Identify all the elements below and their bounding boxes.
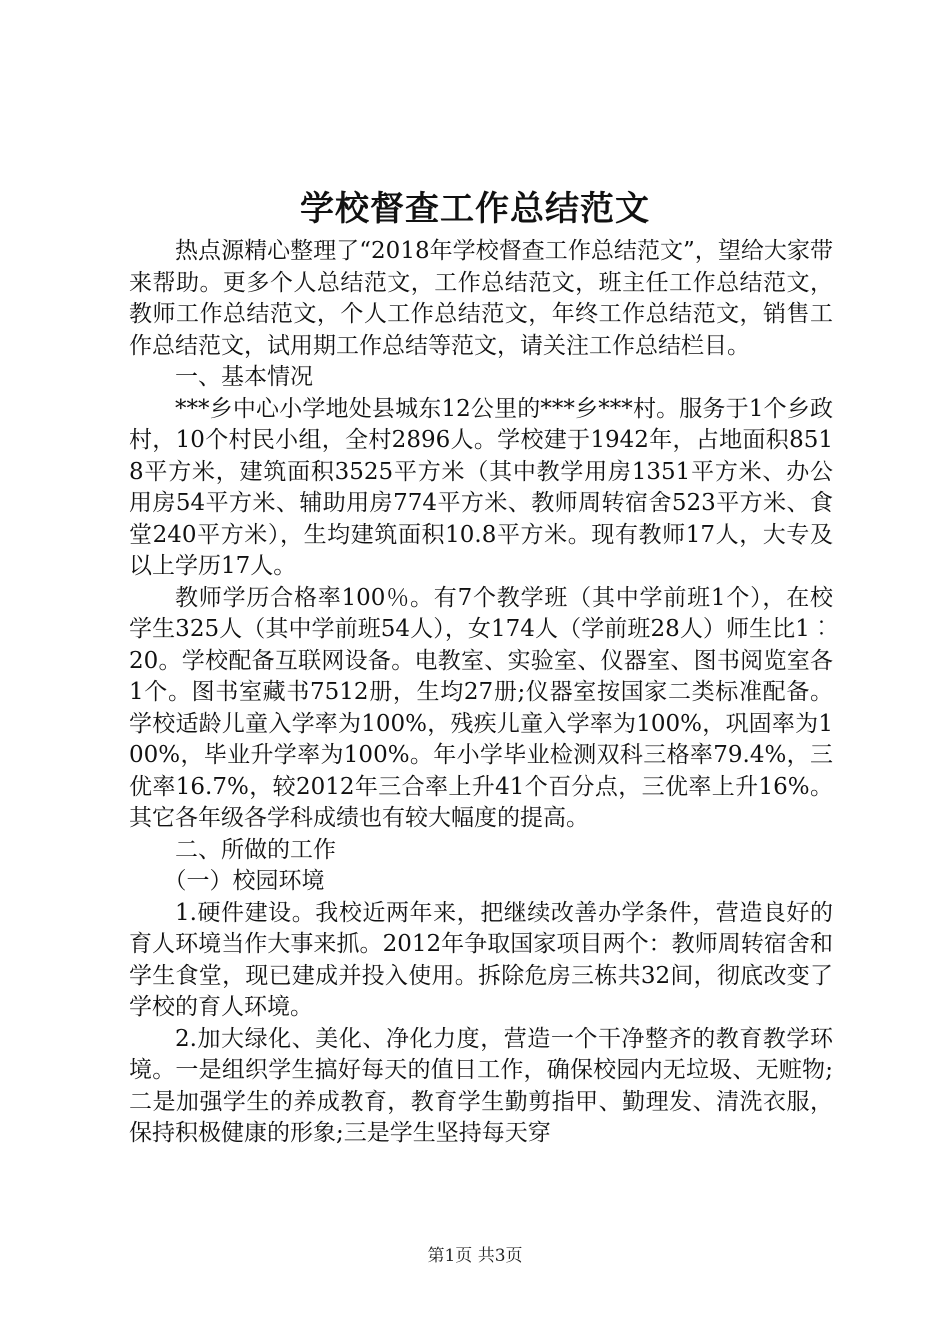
paragraph-teacher-stats: 教师学历合格率100％。有7个教学班（其中学前班1个），在校学生325人（其中学前班54人），女174人（学前班28人）师生比1︰20。学校配备互联网设备。电教室、实验室、仪器室、图书阅览室各1个。图书室藏书7512册，生均27册;仪器室按国家二类标准配备。学校适龄儿童入学率为100%，残疾儿童入学率为100%，巩固率为100%，毕业升学率为100%。年小学毕业检测双科三格率79.4%，三优率16.7%，较2012年三合率上升41个百分点，三优率上升16%。其它各年级各学科成绩也有较大幅度的提高。: [129, 584, 833, 831]
section-heading-basic-info: 一、基本情况: [175, 364, 313, 390]
document-title: 学校督查工作总结范文: [300, 189, 650, 229]
paragraph-school-location: ***乡中心小学地处县城东12公里的***乡***村。服务于1个乡政村，10个村民小组，全村2896人。学校建于1942年，占地面积8518平方米，建筑面积3525平方米（其中教学用房1351平方米、办公用房54平方米、辅助用房774平方米、教师周转宿舍523平方米、食堂240平方米），生均建筑面积10.8平方米。现有教师17人，大专及以上学历17人。: [129, 395, 833, 579]
subsection-heading-campus: （一）校园环境: [163, 868, 325, 894]
paragraph-greening: 2.加大绿化、美化、净化力度，营造一个干净整齐的教育教学环境。一是组织学生搞好每天的值日工作，确保校园内无垃圾、无赃物;二是加强学生的养成教育，教育学生勤剪指甲、勤理发、清洗衣服，保持积极健康的形象;三是学生坚持每天穿: [129, 1025, 833, 1146]
paragraph-hardware: 1.硬件建设。我校近两年来，把继续改善办学条件，营造良好的育人环境当作大事来抓。2012年争取国家项目两个：教师周转宿舍和学生食堂，现已建成并投入使用。拆除危房三栋共32间，彻底改变了学校的育人环境。: [129, 899, 833, 1020]
document-body: [129, 236, 833, 1150]
page-number-footer: 第1页 共3页: [427, 1246, 523, 1266]
intro-paragraph: 热点源精心整理了“2018年学校督查工作总结范文”，望给大家带来帮助。更多个人总结范文，工作总结范文，班主任工作总结范文，教师工作总结范文，个人工作总结范文，年终工作总结范文，销售工作总结范文，试用期工作总结等范文，请关注工作总结栏目。: [129, 238, 833, 359]
section-heading-work-done: 二、所做的工作: [175, 836, 336, 863]
